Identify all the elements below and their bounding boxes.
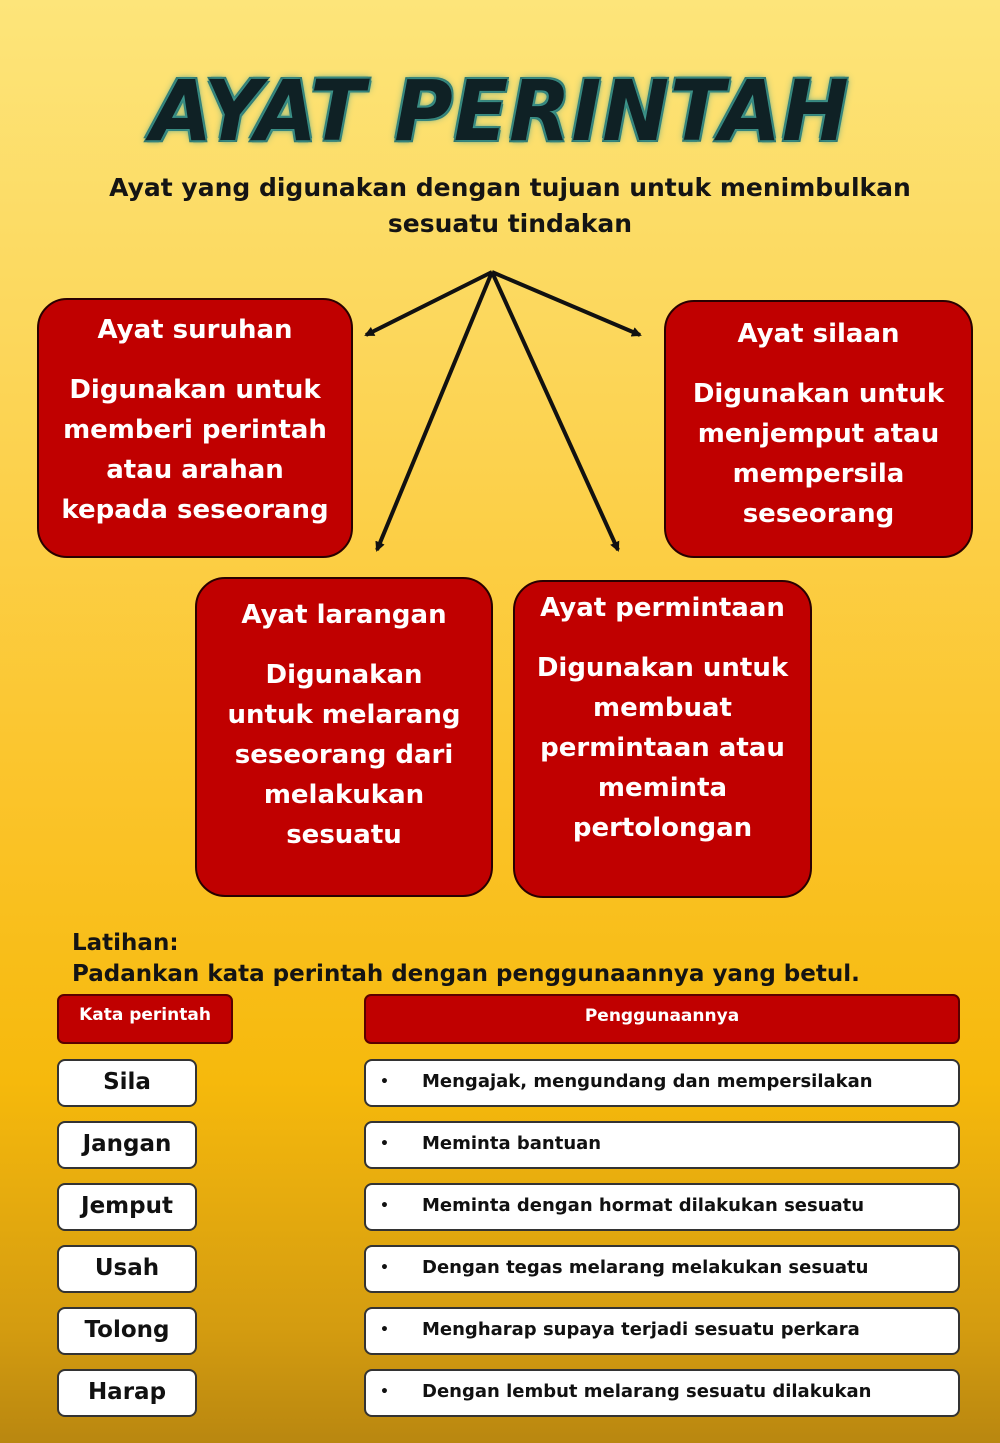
bullet-icon: • [380, 1384, 389, 1400]
word-box-jemput[interactable]: Jemput [57, 1183, 197, 1231]
usage-text: Mengharap supaya terjadi sesuatu perkara [422, 1319, 860, 1340]
usage-box[interactable] [364, 1245, 960, 1293]
card-ayat-suruhan [37, 298, 353, 558]
usage-box[interactable] [364, 1183, 960, 1231]
column-header-kata-perintah: Kata perintah [57, 994, 233, 1044]
card-title: Ayat permintaan [540, 593, 785, 623]
usage-text: Meminta bantuan [422, 1133, 602, 1154]
page-title: AYAT PERINTAH [150, 62, 850, 160]
card-description: Digunakan untuk melarang seseorang dari melakukan sesuatu [227, 660, 461, 850]
usage-text: Dengan tegas melarang melakukan sesuatu [422, 1257, 869, 1278]
card-ayat-silaan [664, 300, 973, 558]
card-description: Digunakan untuk memberi perintah atau arahan kepada seseorang [61, 375, 329, 525]
bullet-icon: • [380, 1074, 389, 1090]
arrow-to-suruhan [366, 272, 492, 335]
word-box-harap[interactable]: Harap [57, 1369, 197, 1417]
exercise-instruction: Padankan kata perintah dengan penggunaannya yang betul. [72, 961, 860, 987]
usage-box[interactable] [364, 1059, 960, 1107]
usage-box[interactable] [364, 1369, 960, 1417]
usage-text: Dengan lembut melarang sesuatu dilakukan [422, 1381, 872, 1402]
bullet-icon: • [380, 1198, 389, 1214]
exercise-heading [72, 928, 860, 990]
exercise-label: Latihan: [72, 930, 179, 956]
card-title: Ayat silaan [737, 319, 900, 349]
word-box-usah[interactable]: Usah [57, 1245, 197, 1293]
card-title: Ayat suruhan [97, 315, 293, 345]
card-description: Digunakan untuk membuat permintaan atau meminta pertolongan [536, 653, 789, 843]
bullet-icon: • [380, 1322, 389, 1338]
card-ayat-larangan [195, 577, 493, 897]
usage-text: Mengajak, mengundang dan mempersilakan [422, 1071, 873, 1092]
word-box-jangan[interactable]: Jangan [57, 1121, 197, 1169]
arrow-to-permintaan [492, 272, 618, 550]
usage-box[interactable] [364, 1121, 960, 1169]
bullet-icon: • [380, 1260, 389, 1276]
usage-box[interactable] [364, 1307, 960, 1355]
bullet-icon: • [380, 1136, 389, 1152]
word-box-tolong[interactable]: Tolong [57, 1307, 197, 1355]
card-ayat-permintaan [513, 580, 812, 898]
word-box-sila[interactable]: Sila [57, 1059, 197, 1107]
card-title: Ayat larangan [241, 600, 447, 630]
definition-text: Ayat yang digunakan dengan tujuan untuk menimbulkan sesuatu tindakan [109, 173, 911, 238]
arrow-to-larangan [377, 272, 492, 550]
usage-text: Meminta dengan hormat dilakukan sesuatu [422, 1195, 865, 1216]
card-description: Digunakan untuk menjemput atau mempersila seseorang [692, 379, 945, 529]
column-header-penggunaannya: Penggunaannya [364, 994, 960, 1044]
